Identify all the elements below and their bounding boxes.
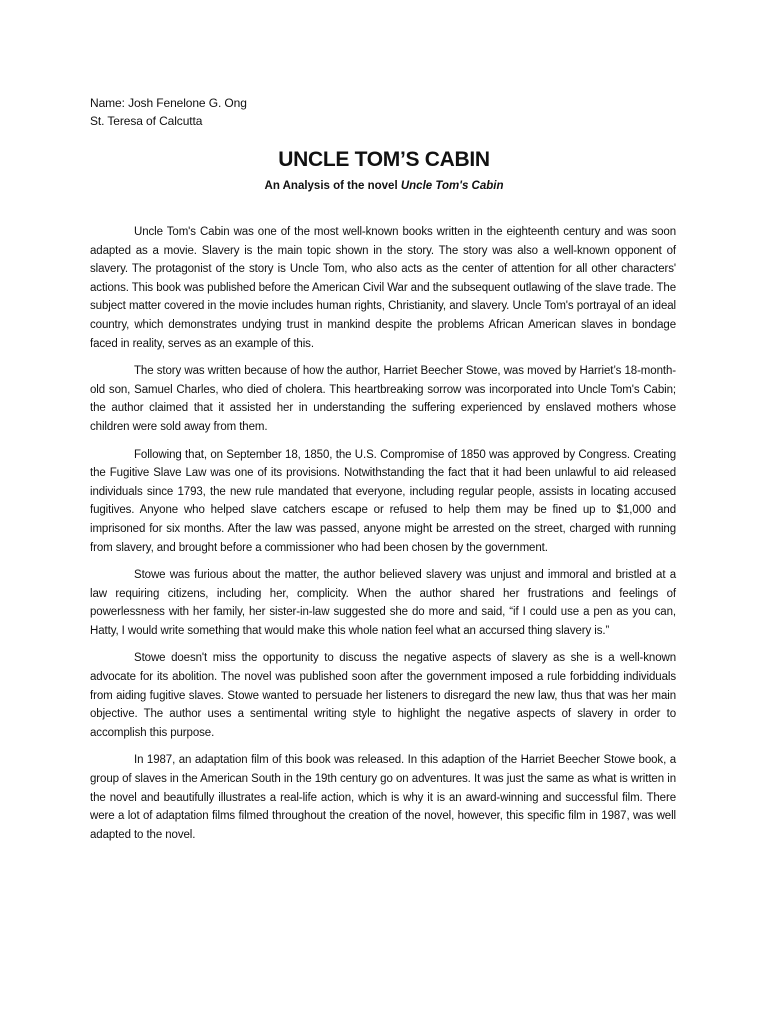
document-body bbox=[90, 223, 676, 853]
author-name: Name: Josh Fenelone G. Ong bbox=[90, 96, 247, 110]
author-header bbox=[90, 94, 247, 130]
document-title: UNCLE TOM’S CABIN bbox=[278, 148, 490, 171]
paragraph-3: Following that, on September 18, 1850, the U.S. Compromise of 1850 was approved by Congress. Creating the Fugitive Slave Law was one of its provisions. Notwithstanding the fact that it had been unlawful to aid released individuals since 1793, the new rule mandated that everyone, including regular people, assists in locating accused fugitives. Anyone who helped slave catchers escape or refused to help them may be fined up to $1,000 and imprisoned for six months. After the law was passed, anyone might be arrested on the street, charged with running from slavery, and brought before a commissioner who had been chosen by the government. bbox=[90, 448, 676, 554]
paragraph-1: Uncle Tom's Cabin was one of the most well-known books written in the eighteenth century and was soon adapted as a movie. Slavery is the main topic shown in the story. The story was also a well-known opponent of slavery. The protagonist of the story is Uncle Tom, who also acts as the center of attention for all other characters' actions. This book was published before the American Civil War and the subsequent outlawing of the slave trade. The subject matter covered in the movie includes human rights, Christianity, and slavery. Uncle Tom's portrayal of an ideal country, which demonstrates undying trust in mankind despite the problems African American slaves in bondage faced in reality, serves as an example of this. bbox=[90, 226, 676, 350]
subtitle-italic-title: Uncle Tom's Cabin bbox=[400, 180, 504, 192]
paragraph-5: Stowe doesn't miss the opportunity to discuss the negative aspects of slavery as she is a well-known advocate for its abolition. The novel was published soon after the government imposed a rule forbidding individuals from aiding fugitive slaves. Stowe wanted to persuade her listeners to disregard the new law, thus that was her main objective. The author uses a sentimental writing style to highlight the negative aspects of slavery in order to accomplish this purpose. bbox=[90, 652, 676, 739]
paragraph-6: In 1987, an adaptation film of this book was released. In this adaption of the Harriet Beecher Stowe book, a group of slaves in the American South in the 19th century go on adventures. It was just the same as what is written in the novel and beautifully illustrates a real-life action, which is why it is an award-winning and successful film. There were a lot of adaptation films filmed throughout the creation of the novel, however, this specific film in 1987, was well adapted to the novel. bbox=[90, 754, 676, 841]
paragraph-2: The story was written because of how the author, Harriet Beecher Stowe, was moved by Harriet’s 18-month-old son, Samuel Charles, who died of cholera. This heartbreaking sorrow was incorporated into Uncle Tom's Cabin; the author claimed that it assisted her in understanding the suffering experienced by enslaved mothers whose children were sold away from them. bbox=[90, 365, 676, 433]
author-section: St. Teresa of Calcutta bbox=[90, 114, 203, 128]
paragraph-4: Stowe was furious about the matter, the author believed slavery was unjust and immoral and bristled at a law requiring citizens, including her, complicity. When the author shared her frustrations and feelings of powerlessness with her family, her sister-in-law suggested she do more and said, “if I could use a pen as you can, Hatty, I would write something that would make this whole nation feel what an accursed thing slavery is.” bbox=[90, 569, 676, 637]
subtitle-prefix: An Analysis of the novel bbox=[264, 180, 401, 192]
document-subtitle bbox=[0, 180, 768, 192]
